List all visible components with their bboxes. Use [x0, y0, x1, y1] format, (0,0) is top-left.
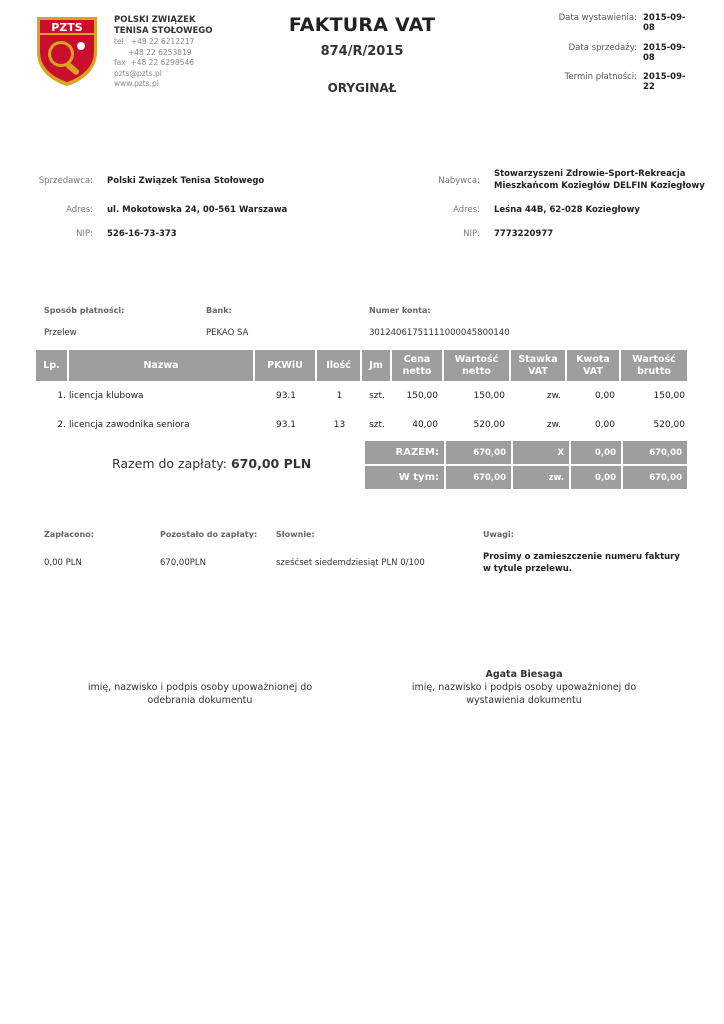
cell-pkwiu: 93.1 — [275, 419, 297, 430]
notes-value — [483, 551, 680, 575]
due-date-row — [427, 72, 687, 102]
paid-value: 0,00 PLN — [44, 558, 82, 568]
buyer-nip: 7773220977 — [494, 229, 554, 239]
logo-shield-text: PZTS — [51, 21, 83, 34]
cell-pkwiu: 93.1 — [275, 390, 297, 401]
cell-gross: 150,00 — [653, 390, 685, 401]
col-gross-l1: Wartość — [632, 353, 676, 365]
including-gross: 670,00 — [623, 466, 687, 489]
cell-qty: 13 — [333, 419, 346, 430]
sale-date-value: 2015-09-08 — [643, 42, 686, 63]
buyer-address: Leśna 44B, 62-028 Koziegłowy — [494, 205, 640, 215]
col-pkwiu: PKWiU — [255, 350, 317, 381]
sale-date-row — [427, 43, 687, 73]
notes-line1: Prosimy o zamieszczenie numeru faktury — [483, 552, 680, 562]
logo-name-line1: POLSKI ZWIĄZEK — [114, 15, 196, 25]
cell-vat-amount: 0,00 — [594, 390, 615, 401]
issuer-signature — [406, 681, 642, 707]
col-net-value — [444, 350, 511, 381]
col-net-price-l1: Cena — [403, 353, 431, 365]
issuer-sig-line1: imię, nazwisko i podpis osoby upoważnionej do — [411, 682, 637, 693]
col-gross — [621, 350, 687, 381]
logo-tel1-value: +48 22 6212217 — [130, 37, 195, 46]
col-net-value-l2: netto — [462, 365, 491, 377]
buyer-name-line2: Mieszkańcom Koziegłów DELFIN Koziegłowy — [494, 181, 705, 191]
remaining-label: Pozostało do zapłaty: — [160, 530, 258, 539]
including-net-value: 670,00 — [446, 466, 513, 489]
notes-label: Uwagi: — [483, 530, 514, 539]
invoice-title: FAKTURA VAT — [288, 14, 436, 36]
logo-email: pzts@pzts.pl — [114, 68, 162, 78]
col-qty: Ilość — [317, 350, 362, 381]
col-net-price — [392, 350, 444, 381]
words-value: sześćset siedemdziesiąt PLN 0/100 — [276, 558, 425, 568]
cell-qty: 1 — [336, 390, 343, 401]
cell-net-price: 150,00 — [406, 390, 438, 401]
including-vat-amount: 0,00 — [571, 466, 623, 489]
cell-gross: 520,00 — [653, 419, 685, 430]
col-gross-l2: brutto — [637, 365, 671, 377]
col-vat-rate-l1: Stawka — [518, 353, 558, 365]
col-vat-amount-l1: Kwota — [576, 353, 610, 365]
cell-net-value: 520,00 — [473, 419, 505, 430]
total-row — [365, 441, 687, 464]
buyer-name-line1: Stowarzyszeni Zdrowie-Sport-Rekreacja — [494, 169, 686, 179]
issuer-name: Agata Biesaga — [485, 669, 563, 680]
due-date-label: Termin płatności: — [564, 72, 637, 82]
cell-vat-rate: zw. — [546, 419, 561, 430]
cell-lp: 2. — [57, 419, 66, 430]
seller-name: Polski Związek Tenisa Stołowego — [107, 176, 265, 186]
issue-date-label: Data wystawienia: — [558, 13, 637, 23]
payment-method: Przelew — [44, 328, 77, 338]
table-header-row — [36, 350, 687, 381]
logo-name-line2: TENISA STOŁOWEGO — [114, 26, 213, 36]
issuer-sig-line2: wystawienia dokumentu — [466, 695, 582, 706]
pzts-shield-icon — [34, 14, 100, 88]
issue-date-value: 2015-09-08 — [643, 13, 686, 33]
invoice-items-table — [36, 350, 687, 439]
including-vat-rate: zw. — [513, 466, 571, 489]
sale-date-label: Data sprzedaży: — [568, 42, 637, 53]
total-net-value: 670,00 — [446, 441, 513, 464]
totals-block — [365, 441, 687, 491]
col-vat-amount — [567, 350, 621, 381]
account-label: Numer konta: — [369, 306, 431, 315]
seller-label: Sprzedawca: — [38, 176, 93, 186]
pzts-logo — [34, 14, 100, 88]
table-row — [36, 410, 687, 439]
paid-label: Zapłacono: — [44, 530, 94, 539]
col-lp: Lp. — [36, 350, 69, 381]
logo-fax — [114, 58, 234, 69]
logo-contact — [114, 15, 234, 90]
logo-tel2: +48 22 6253819 — [128, 47, 192, 57]
logo-org-name — [114, 15, 234, 37]
invoice-copy-type: ORYGINAŁ — [327, 81, 397, 95]
logo-fax-value: +48 22 6298546 — [130, 58, 195, 67]
total-vat-rate: X — [513, 441, 571, 464]
col-net-value-l1: Wartość — [454, 353, 499, 365]
cell-vat-rate: zw. — [546, 390, 561, 401]
cell-name: licencja zawodnika seniora — [69, 419, 190, 430]
amount-due — [112, 456, 311, 471]
seller-nip-label: NIP: — [76, 229, 93, 239]
total-gross: 670,00 — [623, 441, 687, 464]
bank-label: Bank: — [206, 306, 232, 315]
cell-lp: 1. — [57, 390, 66, 401]
logo-www: www.pzts.pl — [114, 79, 159, 88]
including-row — [365, 466, 687, 489]
due-date-value: 2015-09-22 — [643, 72, 686, 92]
logo-tel1 — [114, 37, 234, 48]
remaining-value: 670,00PLN — [160, 558, 206, 568]
buyer-label: Nabywca: — [438, 176, 480, 186]
receiver-sig-line2: odebrania dokumentu — [147, 695, 253, 706]
col-name: Nazwa — [69, 350, 255, 381]
cell-net-value: 150,00 — [473, 390, 505, 401]
invoice-number: 874/R/2015 — [320, 44, 404, 59]
logo-fax-label: fax — [114, 58, 126, 67]
col-vat-rate — [511, 350, 567, 381]
amount-due-label: Razem do zapłaty: — [112, 456, 227, 471]
table-row — [36, 381, 687, 410]
amount-due-value: 670,00 PLN — [230, 456, 312, 471]
cell-unit: szt. — [369, 390, 385, 401]
total-label: RAZEM: — [365, 441, 446, 464]
col-vat-rate-l2: VAT — [528, 365, 548, 377]
bank-name: PEKAO SA — [206, 328, 249, 338]
including-label: W tym: — [365, 466, 446, 489]
invoice-dates — [427, 13, 687, 102]
notes-line2: w tytule przelewu. — [483, 564, 572, 574]
col-vat-amount-l2: VAT — [583, 365, 603, 377]
cell-vat-amount: 0,00 — [594, 419, 615, 430]
words-label: Słownie: — [276, 530, 315, 539]
seller-address-label: Adres: — [66, 205, 93, 215]
cell-name: licencja klubowa — [69, 390, 144, 401]
buyer-nip-label: NIP: — [463, 229, 480, 239]
seller-nip: 526-16-73-373 — [107, 229, 177, 239]
account-number: 30124061751111000045800140 — [369, 328, 510, 338]
receiver-sig-line1: imię, nazwisko i podpis osoby upoważnionej do — [87, 682, 313, 693]
buyer-name — [494, 168, 705, 192]
payment-method-label: Sposób płatności: — [44, 306, 125, 315]
total-vat-amount: 0,00 — [571, 441, 623, 464]
seller-address: ul. Mokotowska 24, 00-561 Warszawa — [107, 205, 288, 215]
logo-tel-label: tel. — [114, 37, 127, 46]
cell-unit: szt. — [369, 419, 385, 430]
receiver-signature — [82, 681, 318, 707]
col-net-price-l2: netto — [402, 365, 432, 377]
col-unit: Jm — [362, 350, 392, 381]
buyer-address-label: Adres: — [453, 205, 480, 215]
cell-net-price: 40,00 — [412, 419, 438, 430]
issue-date-row — [427, 13, 687, 43]
